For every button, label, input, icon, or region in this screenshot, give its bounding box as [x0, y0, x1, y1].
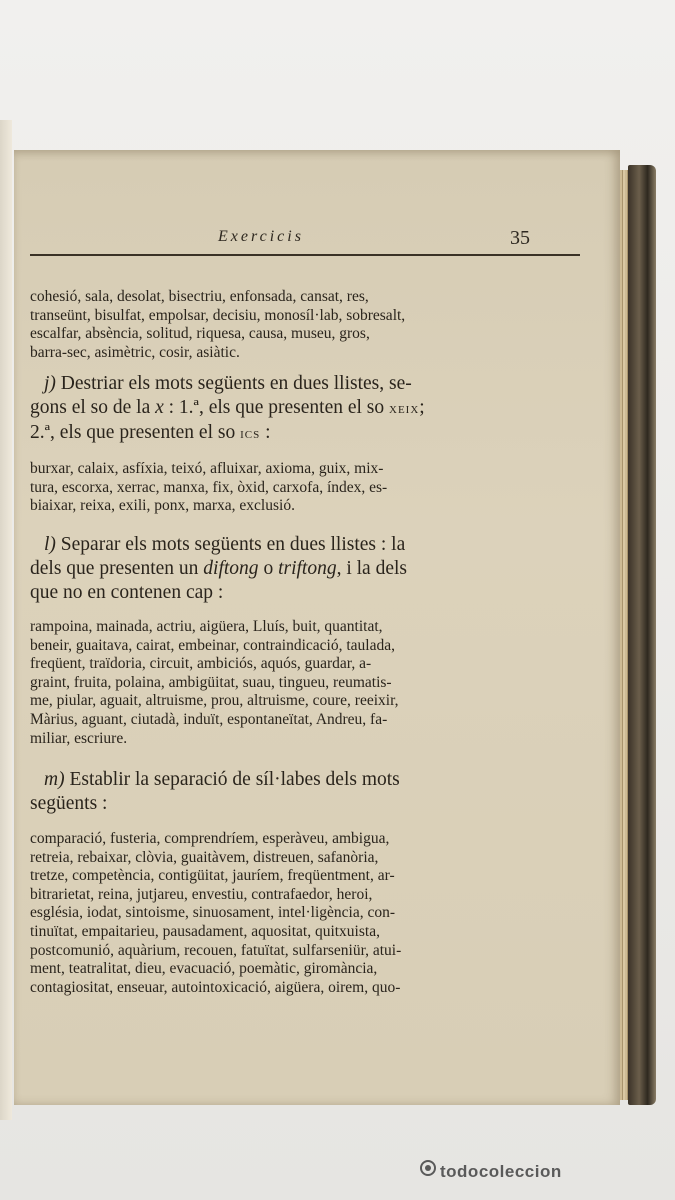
- header-rule: [30, 254, 580, 256]
- word-line: me, piular, aguait, altruisme, prou, altruisme, coure, reeixir,: [30, 692, 399, 710]
- exercise-text: dels que presenten un: [30, 558, 204, 579]
- word-line: tretze, competència, contigüitat, jauríem, freqüentment, ar-: [30, 867, 395, 885]
- word-line: tura, escorxa, xerrac, manxa, fix, òxid, carxofa, índex, es-: [30, 478, 388, 496]
- word-line: beneir, guaitava, cairat, embeinar, contraindicació, taulada,: [30, 636, 395, 654]
- exercise-text: xeix: [389, 401, 420, 417]
- word-line: comparació, fusteria, comprendríem, esperàveu, ambigua,: [30, 830, 390, 847]
- word-line: barra-sec, asimètric, cosir, asiàtic.: [30, 343, 240, 361]
- exercise-text: Separar els mots següents en dues llistes : la: [60, 534, 406, 555]
- running-head: Exercicis: [218, 228, 304, 245]
- watermark-text: todocoleccion: [440, 1162, 562, 1181]
- exercise-text: 2.ª, els que presenten el so: [30, 422, 241, 443]
- word-line: biaixar, reixa, exili, ponx, marxa, exclusió.: [30, 497, 295, 515]
- exercise-l: [30, 533, 586, 605]
- word-line: Màrius, aguant, ciutadà, induït, espontaneïtat, Andreu, fa-: [30, 710, 388, 728]
- word-line: retreia, rebaixar, clòvia, guaitàvem, distreuen, safanòria,: [30, 848, 379, 866]
- exercise-m: [30, 768, 586, 816]
- exercise-text: que no en contenen cap :: [30, 582, 224, 603]
- exercise-text: Establir la separació de síl·labes dels mots: [69, 769, 400, 790]
- exercise-text: : 1.ª, els que presenten el so: [163, 397, 390, 418]
- exercise-text: o: [258, 558, 279, 579]
- word-list-3: [30, 618, 586, 748]
- word-line: burxar, calaix, asfíxia, teixó, afluixar, axioma, guix, mix-: [30, 460, 384, 477]
- word-line: graint, fruita, polaina, ambigüitat, suau, tingueu, reumatis-: [30, 673, 392, 691]
- exercise-label: l): [44, 534, 56, 555]
- word-line: església, iodat, sintoisme, sinuosament, intel·ligència, con-: [30, 904, 396, 922]
- exercise-j: [30, 372, 586, 446]
- exercise-text: :: [260, 422, 271, 443]
- word-line: cohesió, sala, desolat, bisectriu, enfonsada, cansat, res,: [30, 288, 369, 305]
- exercise-text: , i la dels: [336, 558, 407, 579]
- word-line: freqüent, traïdoria, circuit, ambiciós, aquós, guardar, a-: [30, 655, 372, 673]
- word-line: miliar, escriure.: [30, 729, 128, 747]
- exercise-text: triftong: [278, 558, 337, 579]
- exercise-text: x: [155, 397, 164, 418]
- page-number: 35: [510, 227, 530, 249]
- exercise-label: m): [44, 769, 65, 790]
- exercise-label: j): [44, 373, 56, 394]
- word-line: ment, teatralitat, dieu, evacuació, poemàtic, giromància,: [30, 960, 378, 978]
- exercise-text: Destriar els mots següents en dues llistes, se-: [60, 373, 412, 394]
- exercise-text: ics: [240, 426, 261, 442]
- word-line: contagiositat, enseuar, autointoxicació, aigüera, oirem, quo-: [30, 978, 401, 996]
- word-line: bitrarietat, reina, jutjareu, envestiu, contrafaedor, heroi,: [30, 885, 373, 903]
- book-edge-left: [0, 120, 12, 1120]
- word-list-2: [30, 460, 586, 516]
- word-list-4: [30, 830, 586, 997]
- exercise-text: ;: [419, 397, 425, 418]
- exercise-text: següents :: [30, 793, 108, 814]
- word-line: tinuïtat, empaitarieu, pausadament, aquositat, quitxuista,: [30, 922, 380, 940]
- word-list-1: [30, 288, 586, 362]
- exercise-text: gons el so de la: [30, 397, 156, 418]
- book-cover-right: [628, 165, 656, 1105]
- watermark-logo-icon: [420, 1160, 436, 1176]
- word-line: rampoina, mainada, actriu, aigüera, Lluís, buit, quantitat,: [30, 618, 383, 635]
- word-line: escalfar, absència, solitud, riquesa, causa, museu, gros,: [30, 325, 370, 343]
- word-line: postcomunió, aquàrium, recouen, fatuïtat, sulfarseniür, atui-: [30, 941, 402, 959]
- word-line: transeünt, bisulfat, empolsar, decisiu, monosíl·lab, sobresalt,: [30, 306, 406, 324]
- exercise-text: diftong: [203, 558, 259, 579]
